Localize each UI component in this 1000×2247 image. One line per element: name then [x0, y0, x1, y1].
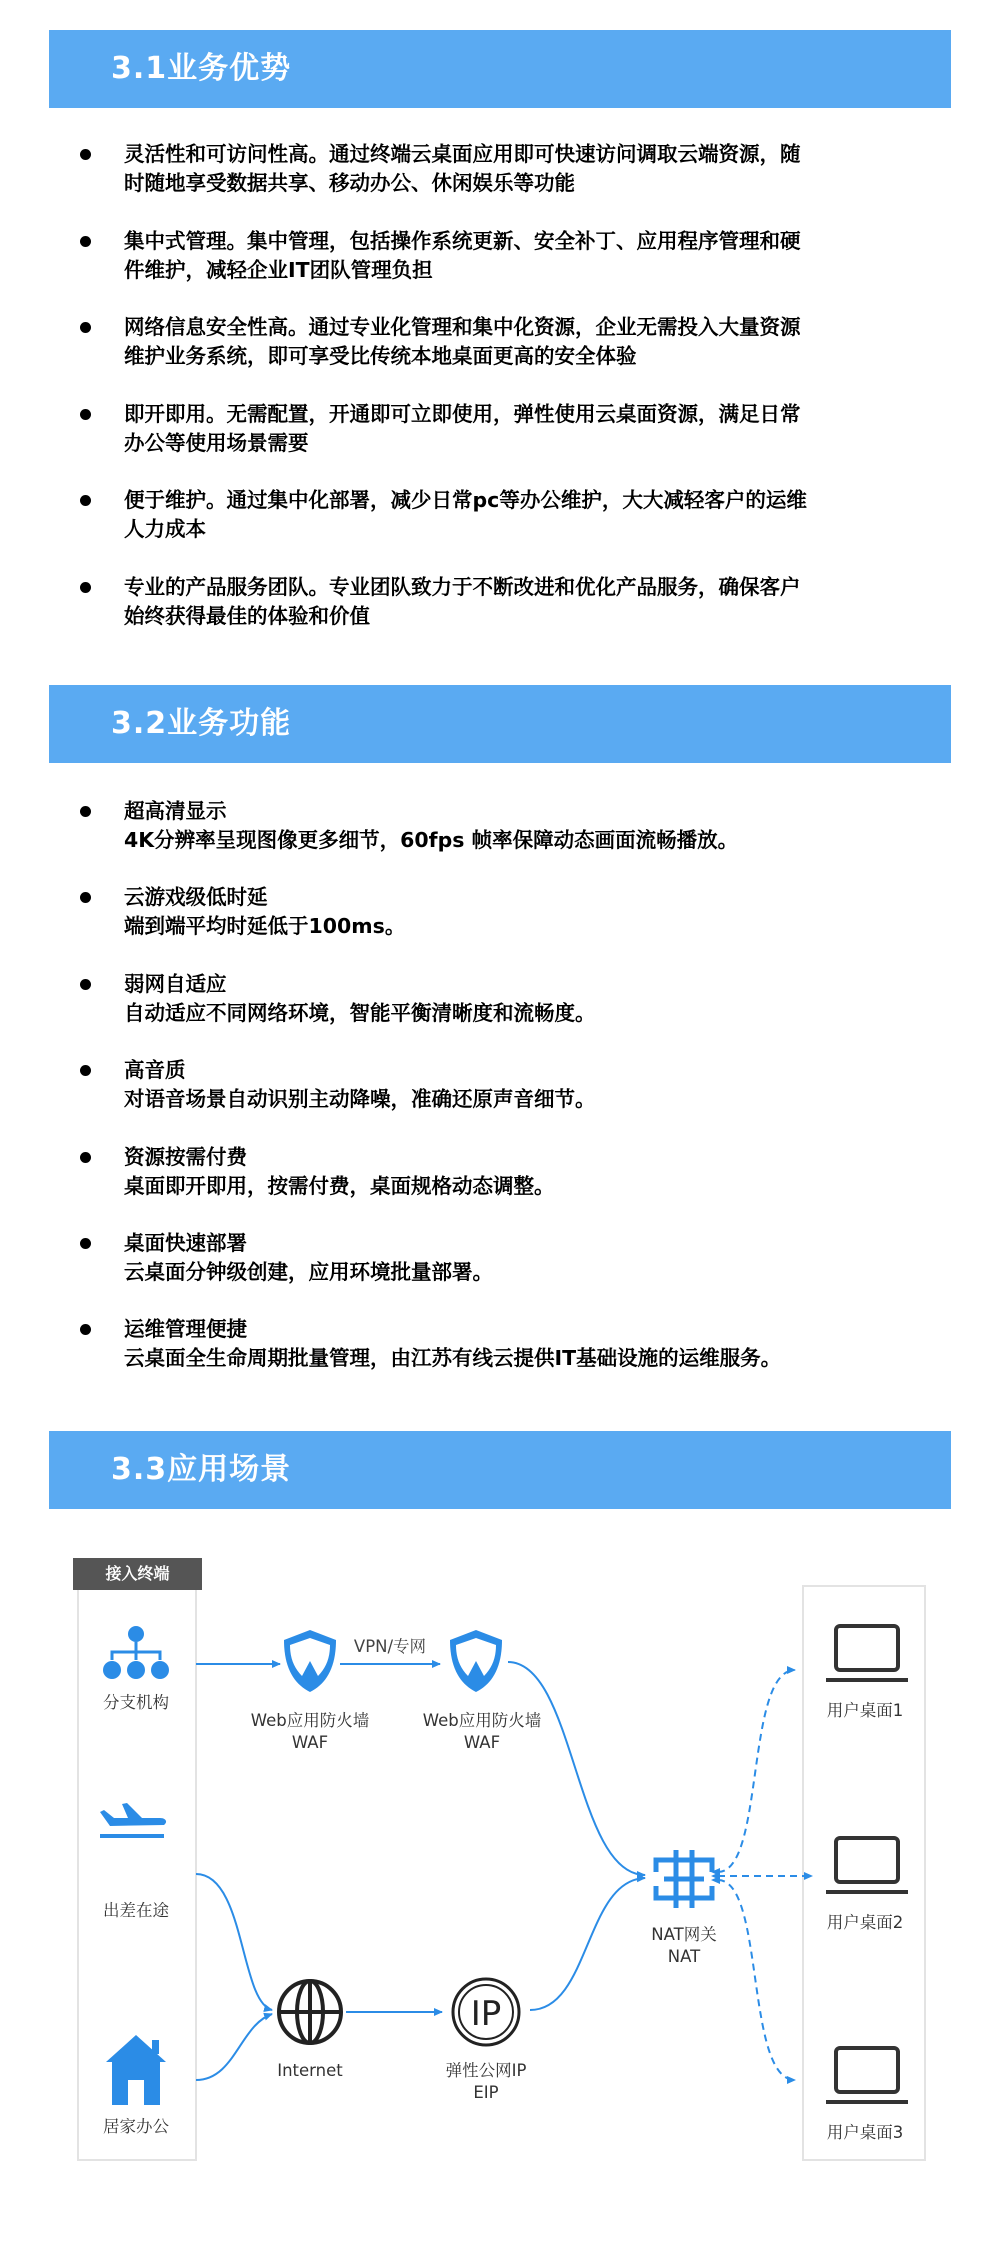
- item-line: 维护业务系统，即可享受比传统本地桌面更高的安全体验: [124, 344, 637, 368]
- nat-gateway-icon: [656, 1850, 712, 1908]
- waf2-label-line1: Web应用防火墙: [422, 1711, 542, 1730]
- feature-desc: 云桌面全生命周期批量管理，由江苏有线云提供IT基础设施的运维服务。: [124, 1346, 782, 1371]
- bullet-icon: [80, 1065, 91, 1076]
- item-line: 时随地享受数据共享、移动办公、休闲娱乐等功能: [124, 171, 575, 195]
- feature-title: 弱网自适应: [124, 971, 227, 996]
- home-label: 居家办公: [103, 2117, 169, 2136]
- shield-icon: [450, 1630, 502, 1692]
- terminal-badge: 接入终端: [73, 1558, 202, 1590]
- bullet-icon: [80, 979, 91, 990]
- desktop2-label: 用户桌面2: [826, 1913, 904, 1932]
- travel-label: 出差在途: [103, 1901, 169, 1920]
- list-item: [80, 970, 940, 1056]
- bullet-icon: [80, 1324, 91, 1335]
- branch-label: 分支机构: [103, 1693, 169, 1712]
- feature-desc: 自动适应不同网络环境，智能平衡清晰度和流畅度。: [124, 1000, 596, 1025]
- line-nat-desktop3: [718, 1880, 795, 2080]
- feature-title: 云游戏级低时延: [124, 885, 268, 910]
- feature-desc: 对语音场景自动识别主动降噪，准确还原声音细节。: [124, 1087, 596, 1112]
- feature-title: 高音质: [124, 1058, 186, 1083]
- list-item: [80, 486, 940, 573]
- list-item: [80, 227, 940, 314]
- list-item: [80, 1143, 940, 1229]
- feature-title: 桌面快速部署: [124, 1230, 247, 1255]
- list-item: [80, 1315, 940, 1401]
- bullet-icon: [80, 1152, 91, 1163]
- internet-label: Internet: [277, 2061, 343, 2080]
- vpn-label: VPN/专网: [353, 1637, 427, 1656]
- eip-label-line1: 弹性公网IP: [445, 2061, 527, 2080]
- feature-title: 运维管理便捷: [124, 1317, 247, 1342]
- item-line: 灵活性和可访问性高。通过终端云桌面应用即可快速访问调取云端资源，随: [124, 142, 801, 166]
- section-header-scenarios: 3.3应用场景: [49, 1431, 951, 1509]
- waf1-label-line1: Web应用防火墙: [250, 1711, 370, 1730]
- globe-icon: [279, 1981, 341, 2043]
- line-waf2-nat: [508, 1662, 645, 1875]
- section-header-features: 3.2业务功能: [49, 685, 951, 763]
- bullet-icon: [80, 806, 91, 817]
- item-line: 专业的产品服务团队。专业团队致力于不断改进和优化产品服务，确保客户: [124, 574, 801, 599]
- item-line: 即开即用。无需配置，开通即可立即使用，弹性使用云桌面资源，满足日常: [124, 401, 801, 426]
- ip-icon: [453, 1979, 519, 2045]
- waf1-label-line2: WAF: [291, 1733, 329, 1752]
- advantage-list: [80, 140, 940, 659]
- list-item: [80, 1229, 940, 1315]
- nat-label-line1: NAT网关: [651, 1925, 717, 1944]
- list-item: [80, 313, 940, 400]
- list-item: [80, 400, 940, 487]
- section-header-advantages: 3.1业务优势: [49, 30, 951, 108]
- desktop3-label: 用户桌面3: [826, 2123, 904, 2142]
- bullet-icon: [80, 1238, 91, 1249]
- shield-icon: [284, 1630, 336, 1692]
- list-item: [80, 1056, 940, 1142]
- nat-label-line2: NAT: [667, 1947, 701, 1966]
- ip-glyph: IP: [470, 1994, 502, 2034]
- feature-title: 超高清显示: [124, 799, 227, 823]
- bullet-icon: [80, 495, 91, 506]
- desktop1-label: 用户桌面1: [826, 1701, 904, 1720]
- item-line: 网络信息安全性高。通过专业化管理和集中化资源，企业无需投入大量资源: [124, 315, 801, 339]
- list-item: [80, 140, 940, 227]
- item-line: 件维护，减轻企业IT团队管理负担: [124, 257, 433, 282]
- list-item: [80, 573, 940, 660]
- feature-list: [80, 797, 940, 1402]
- item-line: 人力成本: [124, 517, 206, 541]
- network-diagram: [0, 1520, 1000, 2170]
- bullet-icon: [80, 892, 91, 903]
- feature-desc: 桌面即开即用，按需付费，桌面规格动态调整。: [124, 1173, 555, 1198]
- bullet-icon: [80, 236, 91, 247]
- waf2-label-line2: WAF: [463, 1733, 501, 1752]
- line-travel-internet: [196, 1874, 272, 2010]
- feature-desc: 云桌面分钟级创建，应用环境批量部署。: [124, 1259, 493, 1284]
- feature-desc: 4K分辨率呈现图像更多细节，60fps 帧率保障动态画面流畅播放。: [124, 828, 739, 852]
- list-item: [80, 883, 940, 969]
- item-line: 集中式管理。集中管理，包括操作系统更新、安全补丁、应用程序管理和硬: [124, 228, 801, 253]
- item-line: 办公等使用场景需要: [124, 430, 309, 455]
- eip-label-line2: EIP: [473, 2083, 499, 2102]
- bullet-icon: [80, 322, 91, 333]
- feature-title: 资源按需付费: [124, 1144, 247, 1169]
- item-line: 便于维护。通过集中化部署，减少日常pc等办公维护，大大减轻客户的运维: [124, 488, 807, 512]
- bullet-icon: [80, 149, 91, 160]
- line-nat-desktop1: [718, 1670, 795, 1872]
- bullet-icon: [80, 582, 91, 593]
- dashed-connectors: [718, 1670, 812, 2080]
- bullet-icon: [80, 409, 91, 420]
- feature-desc: 端到端平均时延低于100ms。: [124, 914, 406, 939]
- desktop-box: [803, 1586, 925, 2160]
- list-item: [80, 797, 940, 883]
- item-line: 始终获得最佳的体验和价值: [124, 603, 370, 628]
